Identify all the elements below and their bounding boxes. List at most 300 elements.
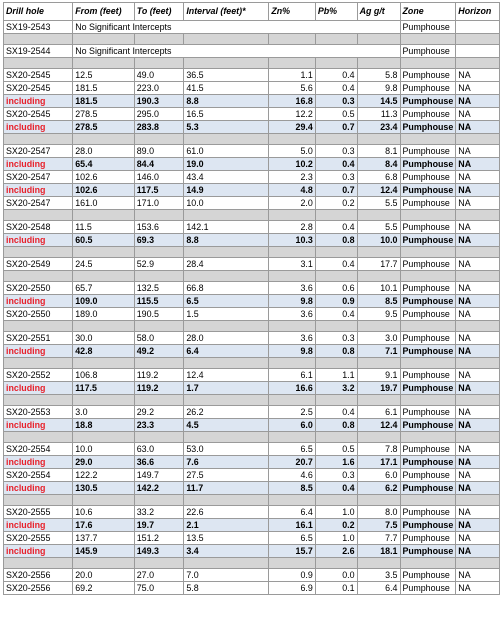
zn-cell: 6.1: [269, 369, 316, 382]
to-cell: 223.0: [134, 82, 184, 95]
ag-cell: 11.3: [357, 108, 400, 121]
ag-cell: 7.5: [357, 519, 400, 532]
ag-cell: 9.5: [357, 308, 400, 321]
ag-cell: 8.5: [357, 295, 400, 308]
zn-cell: 10.2: [269, 158, 316, 171]
including-row: [4, 158, 500, 171]
separator-cell: [184, 271, 269, 282]
zone-cell: Pumphouse: [400, 121, 456, 134]
horizon-cell: NA: [456, 221, 500, 234]
ag-cell: 12.4: [357, 419, 400, 432]
separator-cell: [269, 321, 316, 332]
horizon-cell: NA: [456, 82, 500, 95]
drill-hole-cell: SX20-2554: [4, 469, 73, 482]
table-row: [4, 332, 500, 345]
to-cell: 27.0: [134, 569, 184, 582]
separator-cell: [269, 432, 316, 443]
horizon-cell: NA: [456, 121, 500, 134]
separator-cell: [315, 558, 357, 569]
zone-cell: Pumphouse: [400, 469, 456, 482]
pb-cell: 0.3: [315, 171, 357, 184]
horizon-cell: NA: [456, 569, 500, 582]
drill-hole-cell: SX20-2550: [4, 282, 73, 295]
including-row: [4, 121, 500, 134]
separator-cell: [134, 271, 184, 282]
separator-cell: [269, 58, 316, 69]
from-cell: 181.5: [73, 82, 135, 95]
separator-row: [4, 358, 500, 369]
interval-cell: 14.9: [184, 184, 269, 197]
to-cell: 153.6: [134, 221, 184, 234]
to-cell: 19.7: [134, 519, 184, 532]
zone-cell: Pumphouse: [400, 569, 456, 582]
zone-cell: Pumphouse: [400, 382, 456, 395]
zn-cell: 12.2: [269, 108, 316, 121]
pb-cell: 0.5: [315, 108, 357, 121]
separator-cell: [400, 58, 456, 69]
table-row: [4, 21, 500, 34]
separator-cell: [315, 358, 357, 369]
horizon-cell: NA: [456, 295, 500, 308]
to-cell: 63.0: [134, 443, 184, 456]
separator-cell: [400, 271, 456, 282]
separator-cell: [357, 58, 400, 69]
horizon-cell: NA: [456, 282, 500, 295]
separator-row: [4, 558, 500, 569]
separator-cell: [134, 34, 184, 45]
separator-cell: [134, 495, 184, 506]
separator-row: [4, 271, 500, 282]
zone-cell: Pumphouse: [400, 282, 456, 295]
pb-cell: 0.8: [315, 345, 357, 358]
ag-cell: 18.1: [357, 545, 400, 558]
interval-cell: 28.0: [184, 332, 269, 345]
to-cell: 149.7: [134, 469, 184, 482]
interval-cell: 36.5: [184, 69, 269, 82]
interval-cell: 142.1: [184, 221, 269, 234]
including-row: [4, 234, 500, 247]
zone-cell: Pumphouse: [400, 406, 456, 419]
horizon-cell: NA: [456, 332, 500, 345]
to-cell: 29.2: [134, 406, 184, 419]
interval-cell: 43.4: [184, 171, 269, 184]
pb-cell: 0.3: [315, 145, 357, 158]
ag-cell: 9.1: [357, 369, 400, 382]
ag-cell: 8.0: [357, 506, 400, 519]
pb-cell: 0.8: [315, 234, 357, 247]
from-cell: 3.0: [73, 406, 135, 419]
zn-cell: 2.0: [269, 197, 316, 210]
horizon-cell: NA: [456, 108, 500, 121]
to-cell: 89.0: [134, 145, 184, 158]
separator-cell: [315, 495, 357, 506]
table-row: [4, 532, 500, 545]
separator-cell: [315, 34, 357, 45]
from-cell: 11.5: [73, 221, 135, 234]
separator-cell: [4, 358, 73, 369]
drill-hole-cell: including: [4, 121, 73, 134]
to-cell: 23.3: [134, 419, 184, 432]
from-cell: 29.0: [73, 456, 135, 469]
zone-cell: Pumphouse: [400, 295, 456, 308]
including-row: [4, 382, 500, 395]
table-body: [4, 21, 500, 595]
separator-cell: [315, 271, 357, 282]
from-cell: 17.6: [73, 519, 135, 532]
from-cell: 42.8: [73, 345, 135, 358]
separator-cell: [73, 247, 135, 258]
to-cell: 190.5: [134, 308, 184, 321]
ag-cell: 23.4: [357, 121, 400, 134]
separator-row: [4, 495, 500, 506]
to-cell: 146.0: [134, 171, 184, 184]
interval-cell: 16.5: [184, 108, 269, 121]
separator-cell: [269, 271, 316, 282]
zn-cell: 9.8: [269, 345, 316, 358]
separator-cell: [315, 321, 357, 332]
separator-cell: [456, 247, 500, 258]
separator-cell: [456, 558, 500, 569]
from-cell: 137.7: [73, 532, 135, 545]
pb-cell: 0.4: [315, 82, 357, 95]
from-cell: 278.5: [73, 108, 135, 121]
drill-hole-cell: SX19-2544: [4, 45, 73, 58]
separator-cell: [184, 395, 269, 406]
header-zn: Zn%: [269, 3, 316, 21]
zn-cell: 6.4: [269, 506, 316, 519]
zone-cell: Pumphouse: [400, 506, 456, 519]
separator-cell: [357, 358, 400, 369]
horizon-cell: NA: [456, 419, 500, 432]
zone-cell: Pumphouse: [400, 45, 456, 58]
from-cell: 30.0: [73, 332, 135, 345]
separator-cell: [4, 321, 73, 332]
drill-hole-cell: SX20-2556: [4, 582, 73, 595]
pb-cell: 0.4: [315, 308, 357, 321]
separator-cell: [456, 321, 500, 332]
zone-cell: Pumphouse: [400, 308, 456, 321]
separator-cell: [315, 210, 357, 221]
separator-cell: [73, 210, 135, 221]
table-row: [4, 282, 500, 295]
separator-cell: [184, 432, 269, 443]
interval-cell: 8.8: [184, 95, 269, 108]
note-cell: No Significant Intercepts: [73, 45, 400, 58]
header-pb: Pb%: [315, 3, 357, 21]
separator-cell: [184, 358, 269, 369]
from-cell: 189.0: [73, 308, 135, 321]
drill-hole-cell: SX20-2550: [4, 308, 73, 321]
zn-cell: 16.1: [269, 519, 316, 532]
pb-cell: 0.4: [315, 221, 357, 234]
pb-cell: 0.3: [315, 332, 357, 345]
zone-cell: Pumphouse: [400, 482, 456, 495]
separator-cell: [184, 321, 269, 332]
to-cell: 117.5: [134, 184, 184, 197]
drill-hole-cell: SX20-2552: [4, 369, 73, 382]
from-cell: 18.8: [73, 419, 135, 432]
interval-cell: 4.5: [184, 419, 269, 432]
zn-cell: 3.1: [269, 258, 316, 271]
separator-cell: [73, 58, 135, 69]
to-cell: 151.2: [134, 532, 184, 545]
zone-cell: Pumphouse: [400, 21, 456, 34]
from-cell: 117.5: [73, 382, 135, 395]
header-drill-hole: Drill hole: [4, 3, 73, 21]
separator-cell: [269, 495, 316, 506]
interval-cell: 26.2: [184, 406, 269, 419]
zn-cell: 1.1: [269, 69, 316, 82]
pb-cell: 0.2: [315, 197, 357, 210]
separator-cell: [315, 395, 357, 406]
separator-cell: [400, 34, 456, 45]
interval-cell: 41.5: [184, 82, 269, 95]
to-cell: 49.2: [134, 345, 184, 358]
drill-hole-cell: SX20-2554: [4, 443, 73, 456]
drill-hole-cell: including: [4, 184, 73, 197]
separator-cell: [4, 432, 73, 443]
zone-cell: Pumphouse: [400, 234, 456, 247]
pb-cell: 0.0: [315, 569, 357, 582]
separator-cell: [269, 395, 316, 406]
table-row: [4, 569, 500, 582]
separator-cell: [73, 432, 135, 443]
from-cell: 161.0: [73, 197, 135, 210]
separator-row: [4, 58, 500, 69]
separator-cell: [269, 247, 316, 258]
separator-cell: [456, 58, 500, 69]
pb-cell: 0.4: [315, 482, 357, 495]
to-cell: 119.2: [134, 382, 184, 395]
table-row: [4, 108, 500, 121]
from-cell: 10.6: [73, 506, 135, 519]
zone-cell: Pumphouse: [400, 443, 456, 456]
ag-cell: 6.0: [357, 469, 400, 482]
drill-hole-cell: SX20-2548: [4, 221, 73, 234]
to-cell: 119.2: [134, 369, 184, 382]
separator-row: [4, 34, 500, 45]
interval-cell: 11.7: [184, 482, 269, 495]
separator-cell: [184, 210, 269, 221]
separator-cell: [73, 321, 135, 332]
to-cell: 190.3: [134, 95, 184, 108]
zone-cell: Pumphouse: [400, 582, 456, 595]
pb-cell: 0.7: [315, 184, 357, 197]
zone-cell: Pumphouse: [400, 519, 456, 532]
zone-cell: Pumphouse: [400, 197, 456, 210]
zone-cell: Pumphouse: [400, 369, 456, 382]
zone-cell: Pumphouse: [400, 545, 456, 558]
separator-cell: [4, 134, 73, 145]
horizon-cell: NA: [456, 406, 500, 419]
pb-cell: 0.9: [315, 295, 357, 308]
horizon-cell: NA: [456, 582, 500, 595]
to-cell: 115.5: [134, 295, 184, 308]
to-cell: 75.0: [134, 582, 184, 595]
from-cell: 181.5: [73, 95, 135, 108]
from-cell: 145.9: [73, 545, 135, 558]
separator-cell: [73, 271, 135, 282]
separator-cell: [73, 34, 135, 45]
interval-cell: 22.6: [184, 506, 269, 519]
including-row: [4, 184, 500, 197]
horizon-cell: NA: [456, 95, 500, 108]
horizon-cell: NA: [456, 532, 500, 545]
zn-cell: 9.8: [269, 295, 316, 308]
to-cell: 58.0: [134, 332, 184, 345]
horizon-cell: [456, 45, 500, 58]
ag-cell: 8.4: [357, 158, 400, 171]
separator-cell: [134, 395, 184, 406]
separator-cell: [357, 495, 400, 506]
pb-cell: 0.6: [315, 282, 357, 295]
horizon-cell: NA: [456, 469, 500, 482]
separator-cell: [315, 432, 357, 443]
drill-hole-cell: including: [4, 482, 73, 495]
zone-cell: Pumphouse: [400, 69, 456, 82]
zn-cell: 6.0: [269, 419, 316, 432]
from-cell: 65.7: [73, 282, 135, 295]
separator-cell: [357, 134, 400, 145]
pb-cell: 2.6: [315, 545, 357, 558]
from-cell: 102.6: [73, 171, 135, 184]
zone-cell: Pumphouse: [400, 332, 456, 345]
separator-row: [4, 134, 500, 145]
separator-cell: [184, 58, 269, 69]
from-cell: 130.5: [73, 482, 135, 495]
drill-hole-cell: SX20-2549: [4, 258, 73, 271]
horizon-cell: NA: [456, 145, 500, 158]
horizon-cell: NA: [456, 519, 500, 532]
zone-cell: Pumphouse: [400, 532, 456, 545]
drill-hole-cell: SX20-2547: [4, 197, 73, 210]
interval-cell: 10.0: [184, 197, 269, 210]
interval-cell: 13.5: [184, 532, 269, 545]
table-row: [4, 406, 500, 419]
header-to: To (feet): [134, 3, 184, 21]
including-row: [4, 295, 500, 308]
from-cell: 28.0: [73, 145, 135, 158]
pb-cell: 0.3: [315, 469, 357, 482]
zn-cell: 0.9: [269, 569, 316, 582]
zn-cell: 5.0: [269, 145, 316, 158]
separator-row: [4, 247, 500, 258]
zone-cell: Pumphouse: [400, 456, 456, 469]
ag-cell: 12.4: [357, 184, 400, 197]
interval-cell: 7.0: [184, 569, 269, 582]
ag-cell: 6.4: [357, 582, 400, 595]
zone-cell: Pumphouse: [400, 108, 456, 121]
pb-cell: 0.4: [315, 406, 357, 419]
header-from: From (feet): [73, 3, 135, 21]
separator-cell: [400, 495, 456, 506]
separator-cell: [134, 247, 184, 258]
ag-cell: 3.0: [357, 332, 400, 345]
horizon-cell: NA: [456, 234, 500, 247]
from-cell: 109.0: [73, 295, 135, 308]
interval-cell: 6.5: [184, 295, 269, 308]
horizon-cell: NA: [456, 308, 500, 321]
note-cell: No Significant Intercepts: [73, 21, 400, 34]
zn-cell: 3.6: [269, 332, 316, 345]
table-row: [4, 582, 500, 595]
separator-cell: [4, 58, 73, 69]
ag-cell: 17.7: [357, 258, 400, 271]
to-cell: 283.8: [134, 121, 184, 134]
pb-cell: 0.3: [315, 95, 357, 108]
separator-cell: [134, 432, 184, 443]
to-cell: 36.6: [134, 456, 184, 469]
zone-cell: Pumphouse: [400, 145, 456, 158]
horizon-cell: NA: [456, 443, 500, 456]
separator-cell: [4, 271, 73, 282]
separator-row: [4, 321, 500, 332]
drill-hole-cell: SX20-2556: [4, 569, 73, 582]
zn-cell: 6.5: [269, 532, 316, 545]
drill-hole-cell: including: [4, 419, 73, 432]
separator-cell: [184, 247, 269, 258]
header-interval: Interval (feet)*: [184, 3, 269, 21]
zn-cell: 8.5: [269, 482, 316, 495]
ag-cell: 5.8: [357, 69, 400, 82]
drill-hole-cell: SX20-2545: [4, 108, 73, 121]
ag-cell: 7.1: [357, 345, 400, 358]
separator-cell: [184, 134, 269, 145]
from-cell: 65.4: [73, 158, 135, 171]
from-cell: 20.0: [73, 569, 135, 582]
drill-hole-cell: SX20-2553: [4, 406, 73, 419]
drill-hole-cell: including: [4, 519, 73, 532]
separator-cell: [315, 247, 357, 258]
separator-cell: [456, 34, 500, 45]
separator-cell: [456, 432, 500, 443]
separator-cell: [269, 210, 316, 221]
separator-cell: [4, 495, 73, 506]
zone-cell: Pumphouse: [400, 258, 456, 271]
pb-cell: 0.2: [315, 519, 357, 532]
drill-hole-cell: including: [4, 234, 73, 247]
separator-cell: [357, 247, 400, 258]
drill-hole-cell: including: [4, 545, 73, 558]
separator-cell: [357, 432, 400, 443]
zone-cell: Pumphouse: [400, 184, 456, 197]
ag-cell: 6.1: [357, 406, 400, 419]
horizon-cell: NA: [456, 345, 500, 358]
pb-cell: 0.4: [315, 69, 357, 82]
separator-cell: [134, 58, 184, 69]
separator-cell: [357, 34, 400, 45]
separator-cell: [315, 134, 357, 145]
pb-cell: 1.0: [315, 532, 357, 545]
table-row: [4, 469, 500, 482]
zone-cell: Pumphouse: [400, 419, 456, 432]
interval-cell: 7.6: [184, 456, 269, 469]
pb-cell: 0.4: [315, 158, 357, 171]
separator-cell: [456, 358, 500, 369]
zn-cell: 5.6: [269, 82, 316, 95]
ag-cell: 7.8: [357, 443, 400, 456]
table-row: [4, 69, 500, 82]
zone-cell: Pumphouse: [400, 171, 456, 184]
ag-cell: 6.8: [357, 171, 400, 184]
horizon-cell: [456, 21, 500, 34]
separator-cell: [269, 358, 316, 369]
zn-cell: 29.4: [269, 121, 316, 134]
drill-hole-cell: including: [4, 158, 73, 171]
table-row: [4, 197, 500, 210]
drill-hole-cell: including: [4, 345, 73, 358]
drill-hole-cell: SX20-2551: [4, 332, 73, 345]
